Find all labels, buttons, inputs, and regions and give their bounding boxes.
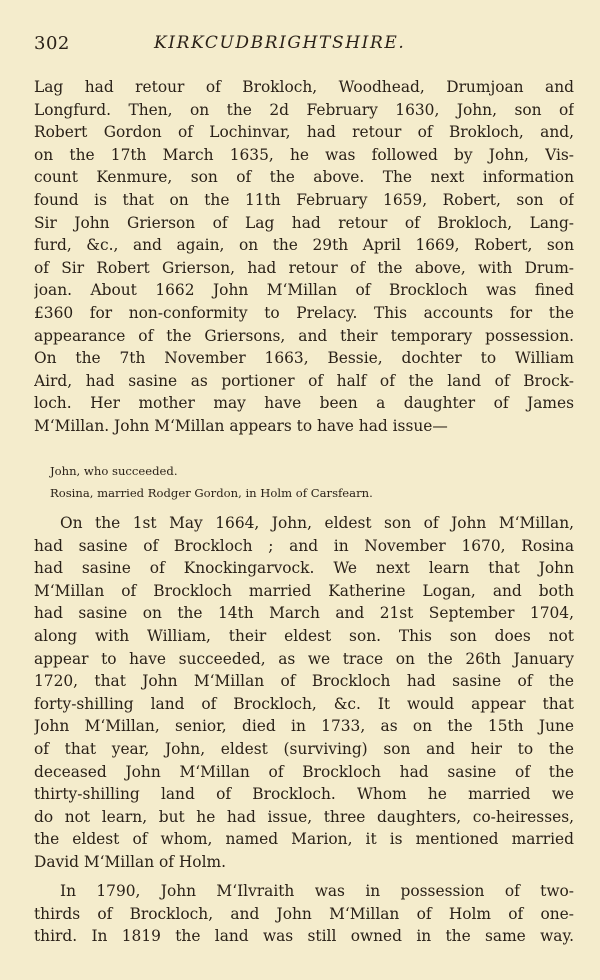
text-line: Longfurd. Then, on the 2d February 1630, John, son of — [34, 100, 574, 119]
text-line: of Sir Robert Grierson, had retour of the above, with Drum- — [34, 258, 574, 277]
text-line: Robert Gordon of Lochinvar, had retour of Brokloch, and, — [34, 123, 574, 142]
paragraph-1790-possession — [34, 880, 574, 948]
running-header — [34, 33, 572, 55]
text-line: had sasine on the 14th March and 21st September 1704, — [34, 604, 574, 623]
text-line: M‘Millan. John M‘Millan appears to have had issue— — [34, 416, 448, 435]
text-line: 1720, that John M‘Millan of Brockloch had sasine of the — [34, 672, 574, 691]
text-line: furd, &c., and again, on the 29th April 1669, Robert, son — [34, 236, 574, 255]
text-line: David M‘Millan of Holm. — [34, 852, 226, 871]
text-line: the eldest of whom, named Marion, it is mentioned married — [34, 830, 574, 849]
text-line: Lag had retour of Brokloch, Woodhead, Drumjoan and — [34, 78, 574, 96]
text-line: Sir John Grierson of Lag had retour of Brokloch, Lang- — [34, 213, 574, 232]
text-line: forty-shilling land of Brockloch, &c. It would appear that — [34, 694, 574, 713]
issue-item: Rosina, married Rodger Gordon, in Holm of Carsfearn. — [50, 486, 373, 500]
issue-item: John, who succeeded. — [50, 464, 178, 478]
text-line: On the 1st May 1664, John, eldest son of John M‘Millan, — [60, 514, 574, 532]
paragraph-lag-retour — [34, 76, 574, 438]
text-line: thirty-shilling land of Brockloch. Whom he married we — [34, 785, 574, 804]
page-number: 302 — [34, 33, 70, 54]
text-line: along with William, their eldest son. This son does not — [34, 626, 574, 645]
text-line: thirds of Brockloch, and John M‘Millan of Holm of one- — [34, 904, 574, 923]
running-title: KIRKCUDBRIGHTSHIRE. — [154, 33, 406, 53]
text-line: deceased John M‘Millan of Brockloch had sasine of the — [34, 762, 574, 781]
issue-list — [50, 460, 570, 504]
text-line: had sasine of Brockloch ; and in November 1670, Rosina — [34, 536, 574, 555]
text-line: On the 7th November 1663, Bessie, dochter to William — [34, 349, 574, 368]
text-line: appearance of the Griersons, and their temporary possession. — [34, 326, 574, 345]
text-line: Aird, had sasine as portioner of half of the land of Brock- — [34, 371, 574, 390]
text-line: M‘Millan of Brockloch married Katherine Logan, and both — [34, 581, 574, 600]
text-line: £360 for non-conformity to Prelacy. This accounts for the — [34, 303, 574, 322]
text-line: of that year, John, eldest (surviving) son and heir to the — [34, 739, 574, 758]
text-line: had sasine of Knockingarvock. We next learn that John — [34, 559, 574, 578]
text-line: do not learn, but he had issue, three daughters, co-heiresses, — [34, 807, 574, 826]
text-line: third. In 1819 the land was still owned in the same way. — [34, 927, 574, 946]
paragraph-brockloch-sasines — [34, 512, 574, 874]
text-line: loch. Her mother may have been a daughter of James — [34, 394, 574, 413]
text-line: on the 17th March 1635, he was followed by John, Vis- — [34, 145, 574, 164]
text-line: appear to have succeeded, as we trace on the 26th January — [34, 649, 574, 668]
text-line: found is that on the 11th February 1659, Robert, son of — [34, 190, 574, 209]
text-line: joan. About 1662 John M‘Millan of Brockloch was fined — [34, 281, 574, 300]
text-line: count Kenmure, son of the above. The next information — [34, 168, 574, 187]
text-line: John M‘Millan, senior, died in 1733, as on the 15th June — [34, 717, 574, 736]
text-line: In 1790, John M‘Ilvraith was in possession of two- — [60, 882, 574, 900]
